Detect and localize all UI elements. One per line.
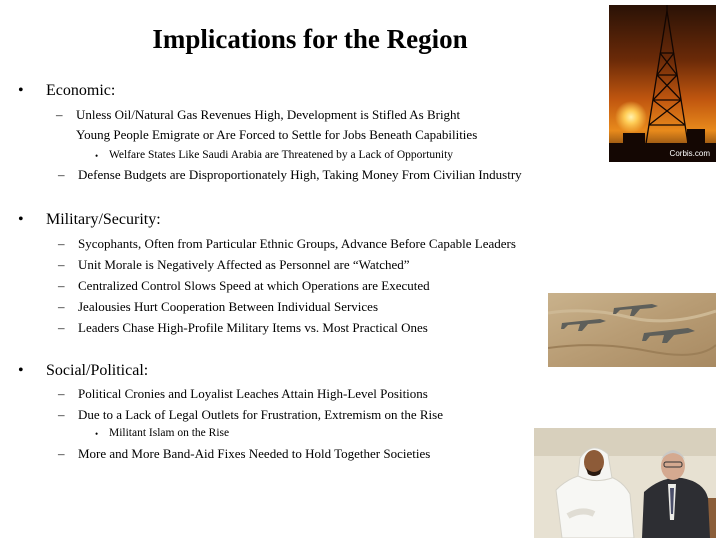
fighter-jets-photo xyxy=(548,293,716,367)
dash-marker: – xyxy=(58,386,65,401)
dash-marker: – xyxy=(58,407,65,422)
section-heading-text: Economic: xyxy=(46,82,116,99)
sub-list-item xyxy=(95,149,454,161)
list-item xyxy=(58,257,410,273)
dash-marker: – xyxy=(58,299,65,314)
bullet-marker: • xyxy=(18,82,24,99)
list-item-text: Political Cronies and Loyalist Leaches Attain High-Level Positions xyxy=(78,386,428,401)
list-item-text: Unless Oil/Natural Gas Revenues High, Development is Stifled As Bright xyxy=(76,107,461,122)
list-item-text: Unit Morale is Negatively Affected as Personnel are “Watched” xyxy=(78,257,410,272)
bullet-marker: • xyxy=(18,211,24,228)
list-item-text: Centralized Control Slows Speed at which Operations are Executed xyxy=(78,278,430,293)
dash-marker: – xyxy=(56,107,63,122)
oil-rig-photo xyxy=(609,5,716,162)
dash-marker: – xyxy=(58,257,65,272)
list-item-text: Jealousies Hurt Cooperation Between Individual Services xyxy=(78,299,379,314)
list-item-continuation xyxy=(76,127,477,143)
list-item-text: Sycophants, Often from Particular Ethnic Groups, Advance Before Capable Leaders xyxy=(78,236,516,251)
list-item xyxy=(58,299,379,315)
list-item xyxy=(58,386,428,402)
list-item xyxy=(58,236,516,252)
list-item-text: Young People Emigrate or Are Forced to Settle for Jobs Beneath Capabilities xyxy=(76,127,478,142)
bullet-marker: • xyxy=(95,151,99,161)
dash-marker: – xyxy=(58,278,65,293)
list-item xyxy=(58,320,428,336)
list-item xyxy=(58,407,443,423)
dash-marker: – xyxy=(58,446,65,461)
dash-marker: – xyxy=(58,167,65,182)
leaders-photo xyxy=(534,428,716,538)
sub-list-item xyxy=(95,427,230,439)
section-heading-text: Military/Security: xyxy=(46,211,161,228)
section-heading-economic xyxy=(18,82,116,100)
list-item xyxy=(58,278,430,294)
list-item-text: Leaders Chase High-Profile Military Items vs. Most Practical Ones xyxy=(78,320,428,335)
list-item-text: Defense Budgets are Disproportionately High, Taking Money From Civilian Industry xyxy=(78,167,522,182)
dash-marker: – xyxy=(58,236,65,251)
bullet-marker: • xyxy=(95,429,99,439)
sub-list-item-text: Welfare States Like Saudi Arabia are Threatened by a Lack of Opportunity xyxy=(109,149,454,161)
slide-title: Implications for the Region xyxy=(152,24,468,54)
list-item xyxy=(58,167,522,183)
list-item-text: Due to a Lack of Legal Outlets for Frustration, Extremism on the Rise xyxy=(78,407,443,422)
list-item-text: More and More Band-Aid Fixes Needed to Hold Together Societies xyxy=(78,446,431,461)
section-heading-military xyxy=(18,211,161,229)
sub-list-item-text: Militant Islam on the Rise xyxy=(109,427,230,439)
dash-marker: – xyxy=(58,320,65,335)
list-item xyxy=(58,446,431,462)
list-item xyxy=(56,107,461,123)
section-heading-text: Social/Political: xyxy=(46,362,149,379)
photo-credit: Corbis.com xyxy=(669,149,710,158)
bullet-marker: • xyxy=(18,362,24,379)
section-heading-social xyxy=(18,362,149,380)
